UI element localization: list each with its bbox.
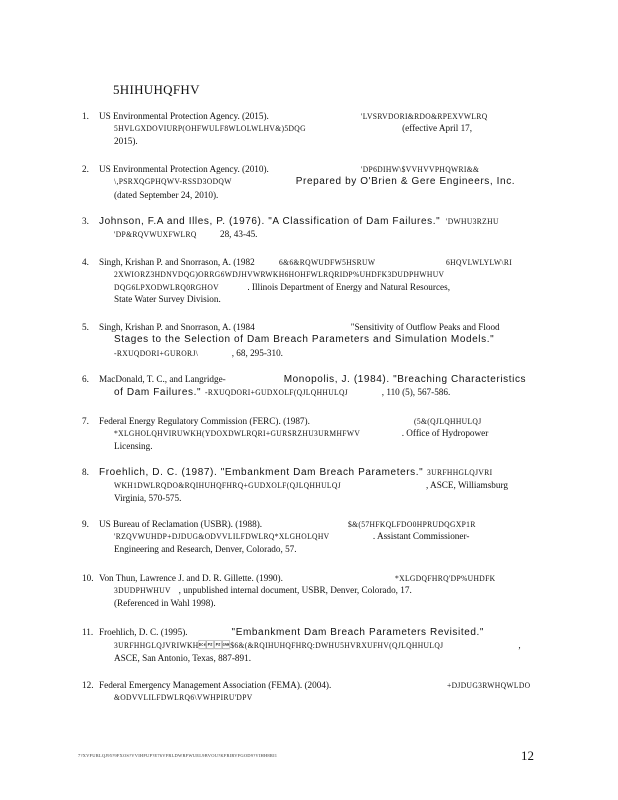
reference-item-10: [82, 572, 552, 609]
reference-text: , 110 (5), 567-586.: [381, 387, 451, 398]
reference-title: 5HVLGXDOVIURP(OHFWULF8WLOLWLHV&)5DQG: [114, 123, 306, 134]
reference-number: 10.: [82, 573, 94, 583]
reference-title: \,PSRXQGPHQWV-RSSD3ODQW: [114, 176, 232, 187]
reference-text: . Office of Hydropower: [401, 428, 489, 439]
reference-text: Von Thun, Lawrence J. and D. R. Gillette. (1990).: [99, 573, 283, 583]
reference-item-6: [82, 373, 552, 400]
reference-number: 2.: [82, 164, 89, 174]
reference-title: 'LVSRVDORI&RDO&RPEXVWLRQ: [360, 111, 488, 121]
reference-title: +DJDUG3RWHQWLDO: [447, 680, 531, 690]
reference-title: 'DP6DIHW\$VVHVVPHQWRI&&: [360, 164, 480, 174]
reference-item-4: [82, 256, 552, 306]
reference-text: . Illinois Department of Energy and Natural Resources,: [247, 281, 450, 292]
reference-text: Federal Energy Regulatory Commission (FERC). (1987).: [99, 416, 310, 426]
reference-title: DQG6LPXODWLRQ0RGHOV: [114, 281, 220, 292]
reference-item-12: [82, 679, 552, 704]
reference-title: -RXUQDORI+GURORJ\: [114, 347, 199, 358]
reference-text: Singh, Krishan P. and Snorrason, A. (1982: [99, 257, 255, 267]
reference-text: Engineering and Research, Denver, Colorado, 57.: [114, 543, 297, 554]
reference-text: of Dam Failures.": [114, 387, 202, 399]
reference-title: WKH1DWLRQDO&RQIHUHQFHRQ+GUDXOLF(QJLQHHULQJ: [114, 480, 342, 491]
page-footer: 7?XVFURLQJ95?9FXOS?VVIHFUP?E76VFRLDWRFWUEL9BVOU?KFRIRVFGOD9?VIHH8RI1: [78, 753, 278, 758]
reference-title: 'DWHU3RZHU: [446, 216, 500, 226]
reference-number: 11.: [82, 627, 94, 637]
reference-text: US Environmental Protection Agency. (2015).: [99, 111, 269, 121]
reference-text: ASCE, San Antonio, Texas, 887-891.: [114, 652, 251, 663]
reference-text: Prepared by O'Brien & Gere Engineers, Inc.: [295, 176, 516, 188]
reference-number: 7.: [82, 416, 89, 426]
reference-title: &ODVVLILFDWLRQ6\VWHPIRU'DPV: [114, 692, 253, 703]
reference-number: 12.: [82, 680, 94, 690]
reference-title: 'RZQVWUHDP+DJDUG&ODVVLILFDWLRQ*XLGHOLQHV: [114, 531, 330, 542]
reference-item-2: [82, 163, 552, 201]
reference-item-9: [82, 518, 552, 555]
reference-item-7: [82, 415, 552, 452]
reference-text: 28, 43-45.: [219, 229, 258, 240]
reference-text: State Water Survey Division.: [114, 294, 221, 305]
reference-text: , unpublished internal document, USBR, Denver, Colorado, 17.: [178, 585, 412, 596]
reference-text: Licensing.: [114, 440, 153, 451]
reference-title: 3URFHHGLQJVRI: [427, 467, 493, 477]
reference-number: 1.: [82, 111, 89, 121]
reference-text: US Bureau of Reclamation (USBR). (1988).: [99, 519, 263, 529]
page-number: 12: [521, 748, 534, 763]
reference-text: Singh, Krishan P. and Snorrason, A. (1984: [99, 322, 255, 332]
reference-text: , 68, 295-310.: [231, 347, 283, 358]
reference-text: . Assistant Commissioner-: [372, 531, 470, 542]
reference-text: (dated September 24, 2010).: [114, 189, 219, 200]
reference-text: "Embankment Dam Breach Parameters Revisited.": [231, 627, 485, 638]
reference-title: -RXUQDORI+GUDXOLF(QJLQHHULQJ: [205, 387, 349, 398]
references-heading: 5HIHUHQFHV: [113, 82, 200, 97]
reference-text: MacDonald, T. C., and Langridge-: [99, 374, 226, 384]
reference-item-1: [82, 110, 552, 147]
reference-title: *XLGDQFHRQ'DP%UHDFK: [394, 573, 496, 583]
reference-text: Virginia, 570-575.: [114, 492, 182, 503]
reference-title: 'DP&RQVWUXFWLRQ: [114, 229, 197, 240]
reference-text: US Environmental Protection Agency. (2010).: [99, 164, 269, 174]
reference-text: 2015).: [114, 135, 138, 146]
reference-title: (5&(QJLQHHULQJ: [413, 416, 482, 426]
reference-number: 4.: [82, 257, 89, 267]
reference-text: Froehlich, D. C. (1987). "Embankment Dam Breach Parameters.": [99, 467, 424, 478]
reference-item-3: [82, 215, 552, 241]
reference-item-8: [82, 466, 552, 504]
reference-text: Federal Emergency Management Association (FEMA). (2004).: [99, 680, 332, 690]
reference-item-11: [82, 626, 552, 664]
reference-title: 3DUDPHWHUV: [114, 585, 171, 596]
reference-number: 8.: [82, 467, 89, 477]
reference-text: Stages to the Selection of Dam Breach Parameters and Simulation Models.": [114, 334, 495, 346]
reference-title: $&(57HFKQLFDO0HPRUDQGXP1R: [348, 519, 476, 529]
reference-title: 2XWIORZ3HDNVDQG)ORRG6WDJHVWRWKH6HOHFWLRQRIDP%UHDFK3DUDPHWHUV: [114, 269, 445, 280]
reference-text: Monopolis, J. (1984). "Breaching Characteristics: [283, 374, 527, 385]
reference-title: 6&6&RQWUDFW5HSRUW: [278, 257, 376, 267]
reference-text: (Referenced in Wahl 1998).: [114, 597, 216, 608]
reference-title: 6HQVLWLYLW\RI: [446, 257, 513, 267]
reference-item-5: [82, 321, 552, 359]
reference-number: 6.: [82, 374, 89, 384]
reference-number: 9.: [82, 519, 89, 529]
reference-title: *XLGHOLQHVIRUWKH(YDOXDWLRQRI+GURSRZHU3URMHFWV: [114, 428, 361, 439]
reference-number: 3.: [82, 216, 89, 226]
reference-text: "Sensitivity of Outflow Peaks and Flood: [350, 322, 500, 332]
reference-text: ,: [518, 640, 521, 651]
reference-text: (effective April 17,: [402, 123, 473, 134]
reference-title: 3URFHHGLQJVRIWKH $6&(&RQIHUHQFHRQ:DWHU5HVRXUFHV(QJLQHHULQJ: [114, 640, 444, 651]
reference-text: Froehlich, D. C. (1995).: [99, 627, 188, 637]
reference-text: , ASCE, Williamsburg: [425, 480, 508, 491]
reference-number: 5.: [82, 322, 89, 332]
reference-text: Johnson, F.A and Illes, P. (1976). "A Classification of Dam Failures.": [99, 216, 441, 227]
